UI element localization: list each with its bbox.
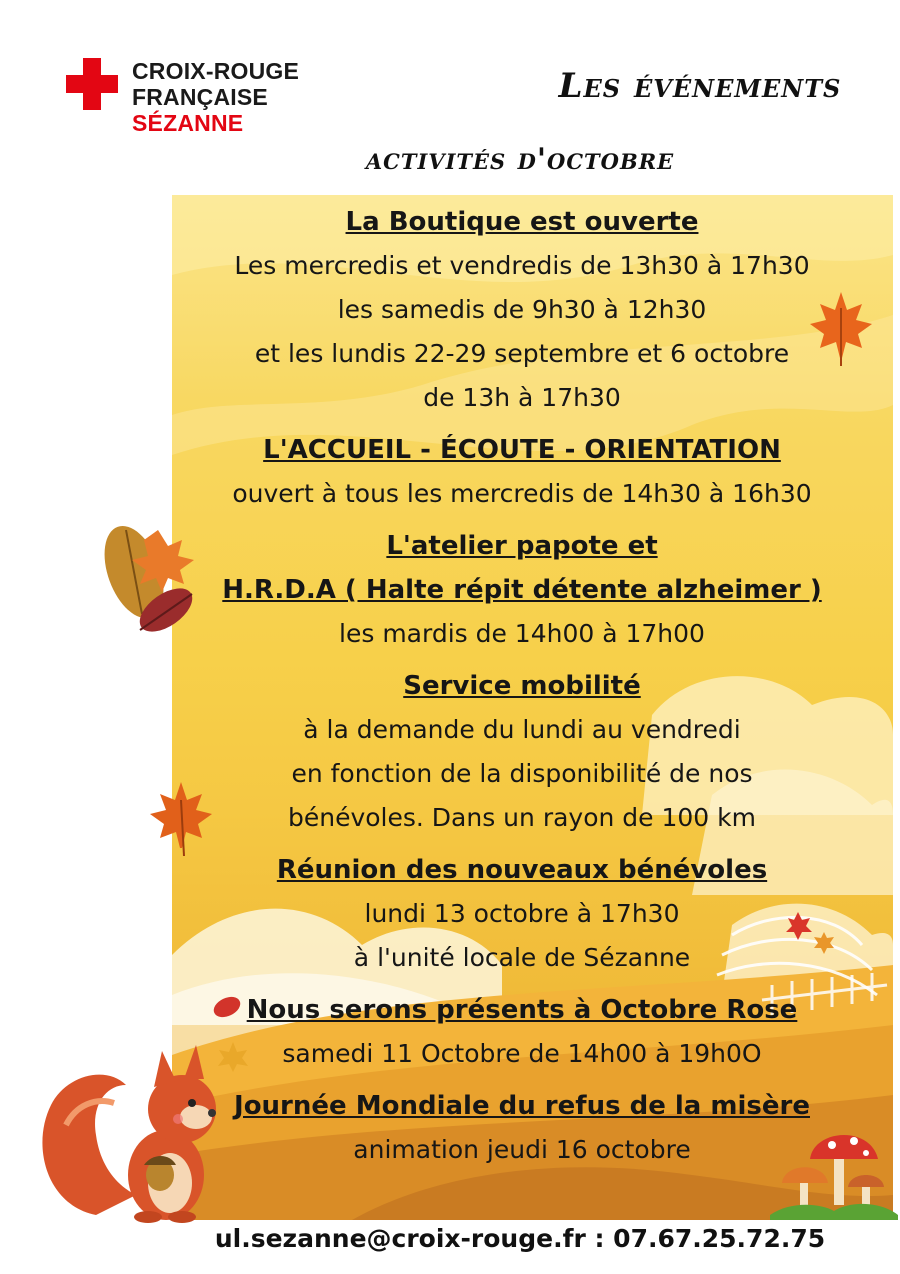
- section-line: à l'unité locale de Sézanne: [353, 943, 691, 972]
- logo-line-2: FRANÇAISE: [132, 84, 268, 110]
- section-title: La Boutique est ouverte: [345, 207, 699, 237]
- section-title: L'ACCUEIL - ÉCOUTE - ORIENTATION: [263, 435, 781, 465]
- croix-rouge-logo: [66, 58, 326, 148]
- section-line: les mardis de 14h00 à 17h00: [339, 619, 705, 648]
- event-section-mobilite: [172, 664, 872, 840]
- section-title: Service mobilité: [403, 671, 641, 701]
- section-line: à la demande du lundi au vendredi: [303, 715, 741, 744]
- section-line: ouvert à tous les mercredis de 14h30 à 16h30: [232, 479, 812, 508]
- event-section-accueil: [172, 428, 872, 516]
- section-line: bénévoles. Dans un rayon de 100 km: [287, 803, 756, 832]
- contact-footer: ul.sezanne@croix-rouge.fr : 07.67.25.72.75: [214, 1224, 826, 1253]
- section-line: et les lundis 22-29 septembre et 6 octobre: [254, 339, 790, 368]
- section-title: L'atelier papote et: [386, 531, 658, 561]
- section-title: Journée Mondiale du refus de la misère: [234, 1091, 810, 1121]
- section-line: de 13h à 17h30: [423, 383, 621, 412]
- event-section-boutique: [172, 200, 872, 420]
- section-line: animation jeudi 16 octobre: [353, 1135, 691, 1164]
- section-title-2: H.R.D.A ( Halte répit détente alzheimer ): [222, 575, 822, 605]
- logo-line-3: SÉZANNE: [132, 110, 244, 136]
- section-line: lundi 13 octobre à 17h30: [364, 899, 680, 928]
- event-section-octobre-rose: [172, 988, 872, 1076]
- section-title: Nous serons présents à Octobre Rose: [246, 995, 798, 1025]
- events-list: [172, 200, 872, 1180]
- logo-text: [132, 58, 299, 136]
- section-title: Réunion des nouveaux bénévoles: [276, 855, 768, 885]
- event-section-atelier: [172, 524, 872, 656]
- event-section-journee-mondiale: [172, 1084, 872, 1172]
- section-line: en fonction de la disponibilité de nos: [291, 759, 753, 788]
- event-section-reunion: [172, 848, 872, 980]
- logo-line-1: CROIX-ROUGE: [132, 58, 300, 84]
- page-subtitle: activités d'octobre: [365, 142, 675, 177]
- page-title: Les événements: [558, 66, 842, 106]
- section-line: les samedis de 9h30 à 12h30: [337, 295, 707, 324]
- section-line: samedi 11 Octobre de 14h00 à 19h0O: [282, 1039, 762, 1068]
- section-line: Les mercredis et vendredis de 13h30 à 17h30: [234, 251, 810, 280]
- red-cross-icon: [66, 58, 118, 110]
